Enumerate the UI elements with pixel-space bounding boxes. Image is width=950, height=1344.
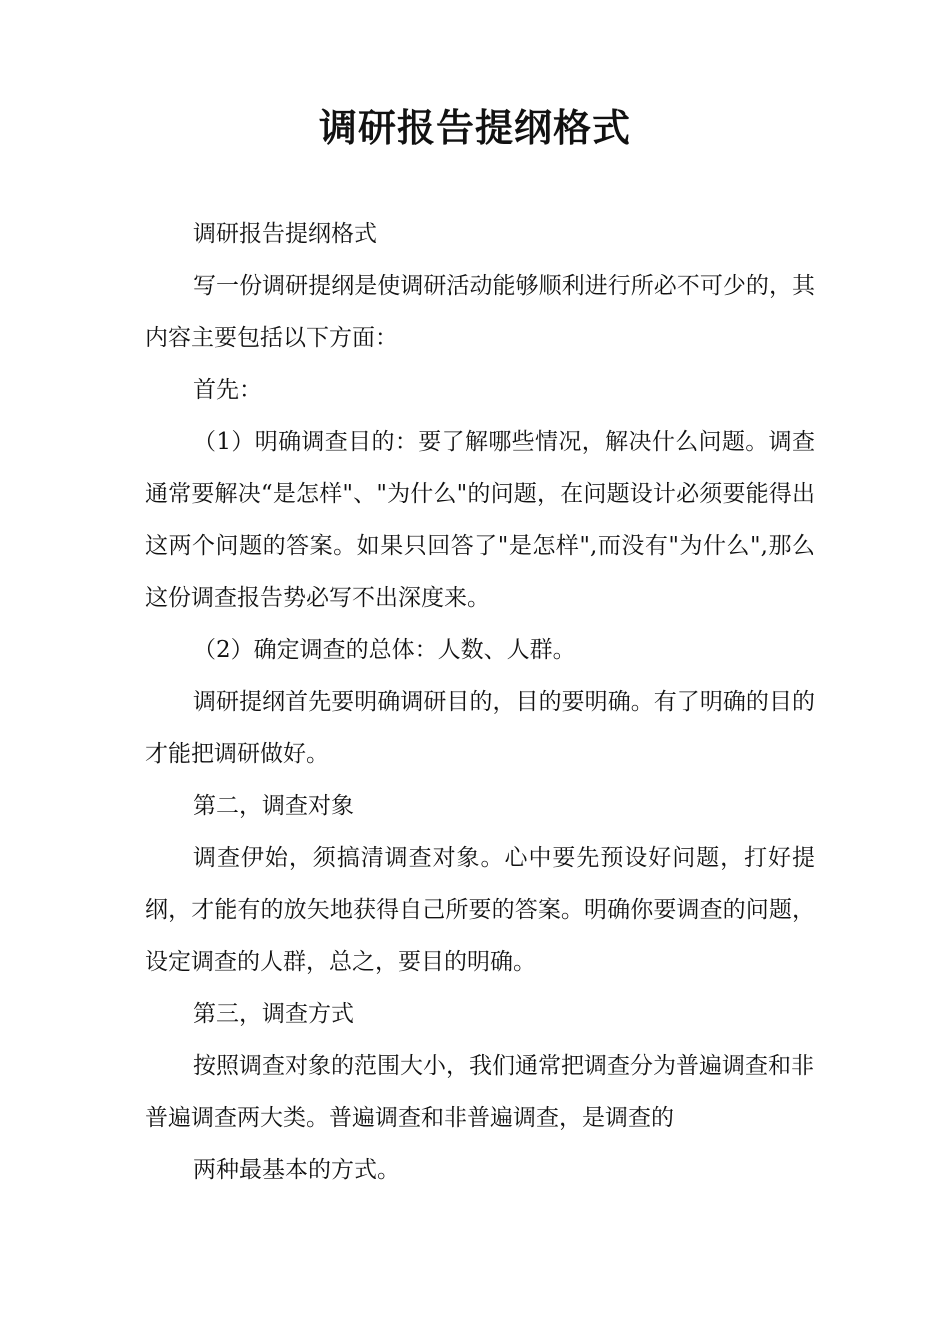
paragraph-first-heading: 首先： <box>193 377 262 403</box>
paragraph-methods: 按照调查对象的范围大小，我们通常把调查分为普遍调查和非普遍调查两大类。普遍调查和非普遍调查，是调查的 <box>145 1053 814 1131</box>
paragraph-subtitle: 调研报告提纲格式 <box>193 221 377 247</box>
paragraph-second-heading: 第二，调查对象 <box>193 793 354 819</box>
paragraph-item-2: （2）确定调查的总体：人数、人群。 <box>193 637 576 663</box>
document-body <box>145 208 815 1196</box>
page-title: 调研报告提纲格式 <box>318 106 631 150</box>
paragraph-methods-end: 两种最基本的方式。 <box>193 1157 400 1183</box>
paragraph-purpose: 调研提纲首先要明确调研目的，目的要明确。有了明确的目的才能把调研做好。 <box>145 689 815 767</box>
paragraph-item-1: （1）明确调查目的：要了解哪些情况，解决什么问题。调查通常要解决“是怎样"、"为什么"的问题，在问题设计必须要能得出这两个问题的答案。如果只回答了"是怎样",而没有"为什么",那么这份调查报告势必写不出深度来。 <box>145 429 815 611</box>
paragraph-objects: 调查伊始，须搞清调查对象。心中要先预设好问题，打好提纲，才能有的放矢地获得自己所要的答案。明确你要调查的问题，设定调查的人群，总之，要目的明确。 <box>145 845 815 975</box>
paragraph-intro: 写一份调研提纲是使调研活动能够顺利进行所必不可少的，其内容主要包括以下方面： <box>145 273 815 351</box>
paragraph-third-heading: 第三，调查方式 <box>193 1001 354 1027</box>
